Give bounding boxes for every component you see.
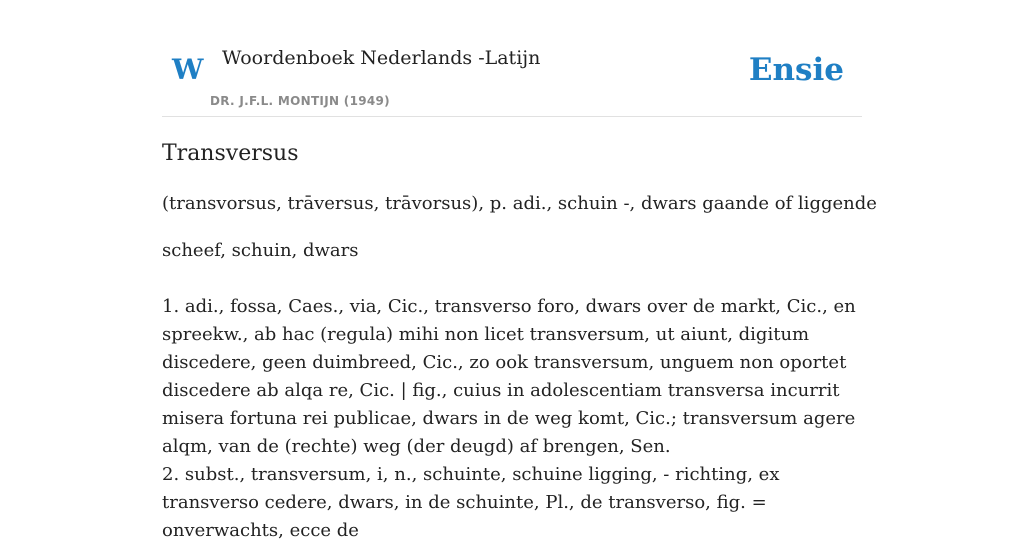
entry-grammar: (transvorsus, trāversus, trāvorsus), p. adi., schuin -, dwars gaande of liggende [162, 193, 877, 214]
entry-title: Transversus [162, 141, 299, 166]
dictionary-title[interactable]: Woordenboek Nederlands -Latijn [222, 47, 541, 69]
definition-sense-1: 1. adi., fossa, Caes., via, Cic., transverso foro, dwars over de markt, Cic., en spreekw., ab hac (regula) mihi non licet transversum, ut aiunt, digitum discedere, geen duimbreed, Cic., zo ook transversum, unguem non oportet discedere ab alqa re, Cic. | fig., cuius in adolescentiam transversa incurrit misera fortuna rei publicae, dwars in de weg komt, Cic.; transversum agere alqm, van de (rechte) weg (der deugd) af brengen, Sen. [162, 296, 856, 457]
ensie-brand-logo[interactable]: Ensie [748, 52, 844, 88]
entry-definition [162, 293, 862, 545]
site-header [162, 0, 862, 117]
dictionary-logo[interactable]: W [172, 53, 204, 86]
entry-content [162, 136, 877, 545]
entry-synonyms: scheef, schuin, dwars [162, 240, 359, 261]
definition-sense-2: 2. subst., transversum, i, n., schuinte, schuine ligging, - richting, ex transverso cedere, dwars, in de schuinte, Pl., de transverso, fig. = onverwachts, ecce de [162, 464, 780, 541]
dictionary-author: DR. J.F.L. MONTIJN (1949) [210, 94, 390, 108]
